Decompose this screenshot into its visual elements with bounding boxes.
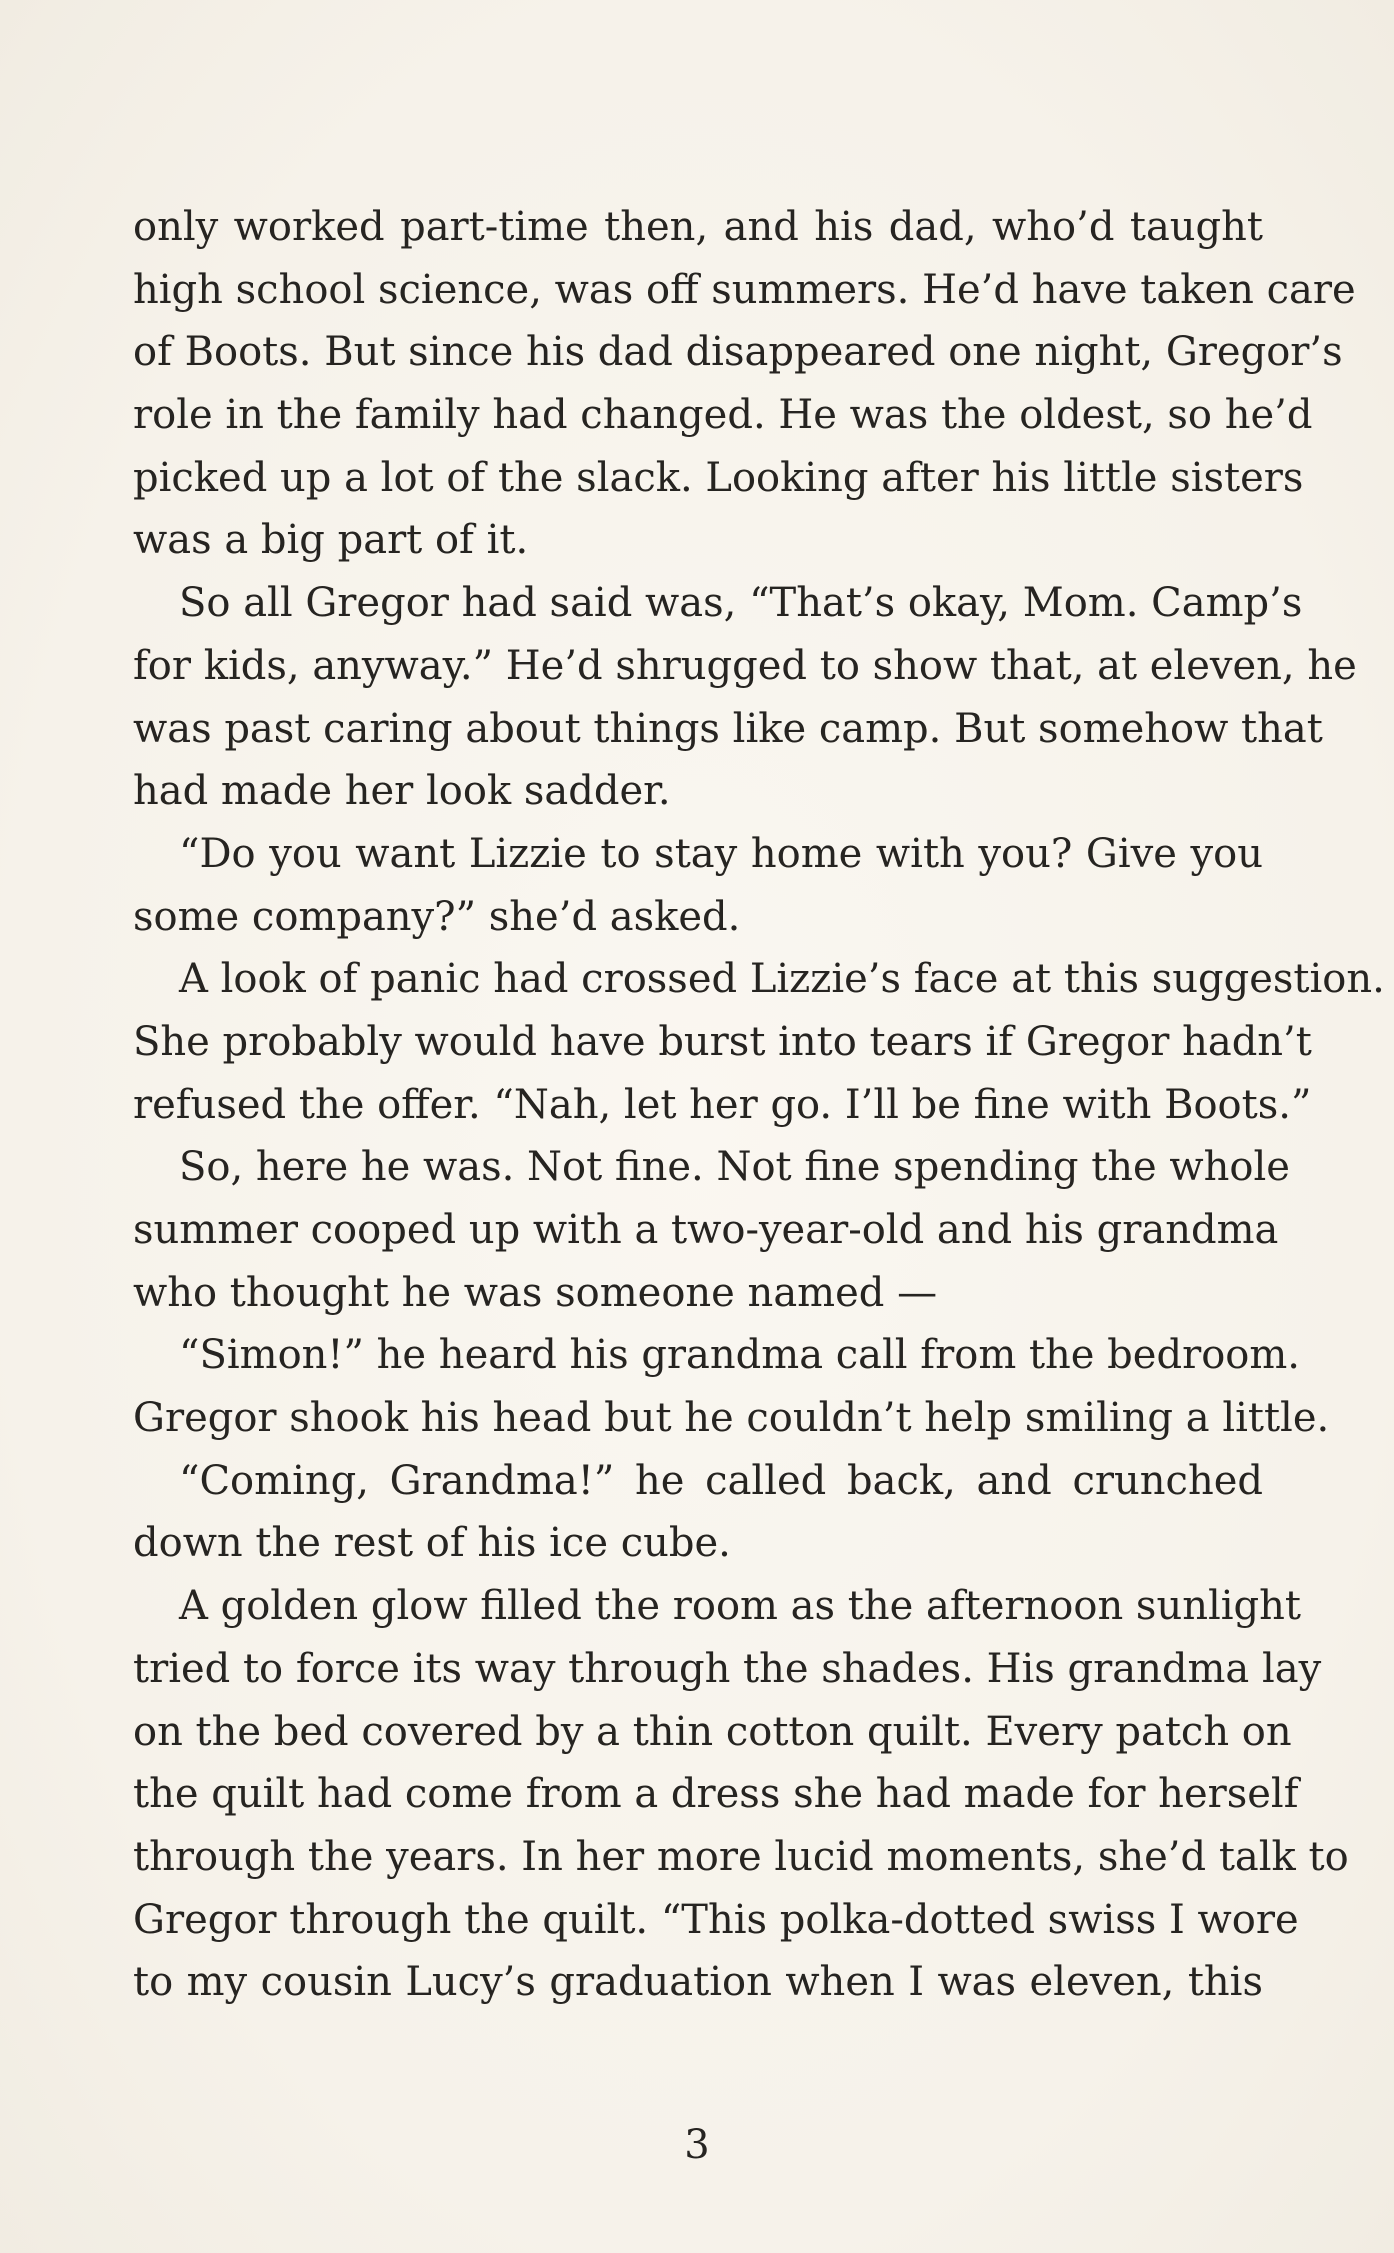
text-line: Gregor through the quilt. “This polka-dotted swiss I wore: [133, 1896, 1299, 1943]
text-line: So, here he was. Not fine. Not fine spending the whole: [179, 1144, 1290, 1191]
text-line: the quilt had come from a dress she had made for herself: [133, 1771, 1299, 1818]
text-line: was a big part of it.: [133, 517, 529, 564]
text-line: summer cooped up with a two-year-old and his grandma: [133, 1207, 1279, 1253]
text-line: had made her look sadder.: [133, 768, 671, 815]
text-line: She probably would have burst into tears if Gregor hadn’t: [133, 1018, 1312, 1065]
text-line: So all Gregor had said was, “That’s okay, Mom. Camp’s: [179, 580, 1303, 627]
page-number: 3: [684, 2122, 710, 2168]
text-line: through the years. In her more lucid moments, she’d talk to: [133, 1833, 1349, 1880]
text-line: down the rest of his ice cube.: [133, 1520, 731, 1567]
text-line: picked up a lot of the slack. Looking after his little sisters: [133, 454, 1304, 501]
text-line: high school science, was off summers. He’d have taken care: [133, 266, 1356, 313]
text-line: only worked part-time then, and his dad, who’d taught: [133, 204, 1263, 250]
text-line: “Do you want Lizzie to stay home with you? Give you: [179, 830, 1263, 877]
text-line: who thought he was someone named —: [133, 1269, 938, 1316]
text-line: A look of panic had crossed Lizzie’s face at this suggestion.: [179, 956, 1385, 1003]
text-line: for kids, anyway.” He’d shrugged to show that, at eleven, he: [133, 642, 1357, 689]
text-line: A golden glow filled the room as the afternoon sunlight: [179, 1583, 1301, 1630]
text-line: was past caring about things like camp. But somehow that: [133, 705, 1323, 752]
text-line: Gregor shook his head but he couldn’t help smiling a little.: [133, 1395, 1330, 1442]
text-line: of Boots. But since his dad disappeared one night, Gregor’s: [133, 329, 1343, 376]
text-line: some company?” she’d asked.: [133, 893, 741, 940]
body-text: [133, 196, 1385, 2014]
text-line: “Simon!” he heard his grandma call from the bedroom.: [179, 1332, 1300, 1379]
text-line: tried to force its way through the shades. His grandma lay: [133, 1645, 1322, 1692]
text-line: to my cousin Lucy’s graduation when I was eleven, this: [133, 1959, 1263, 2006]
text-line: on the bed covered by a thin cotton quilt. Every patch on: [133, 1708, 1292, 1755]
text-line: role in the family had changed. He was the oldest, so he’d: [133, 392, 1313, 439]
text-line: “Coming, Grandma!” he called back, and crunched: [179, 1457, 1263, 1504]
text-line: refused the offer. “Nah, let her go. I’ll be fine with Boots.”: [133, 1081, 1312, 1128]
